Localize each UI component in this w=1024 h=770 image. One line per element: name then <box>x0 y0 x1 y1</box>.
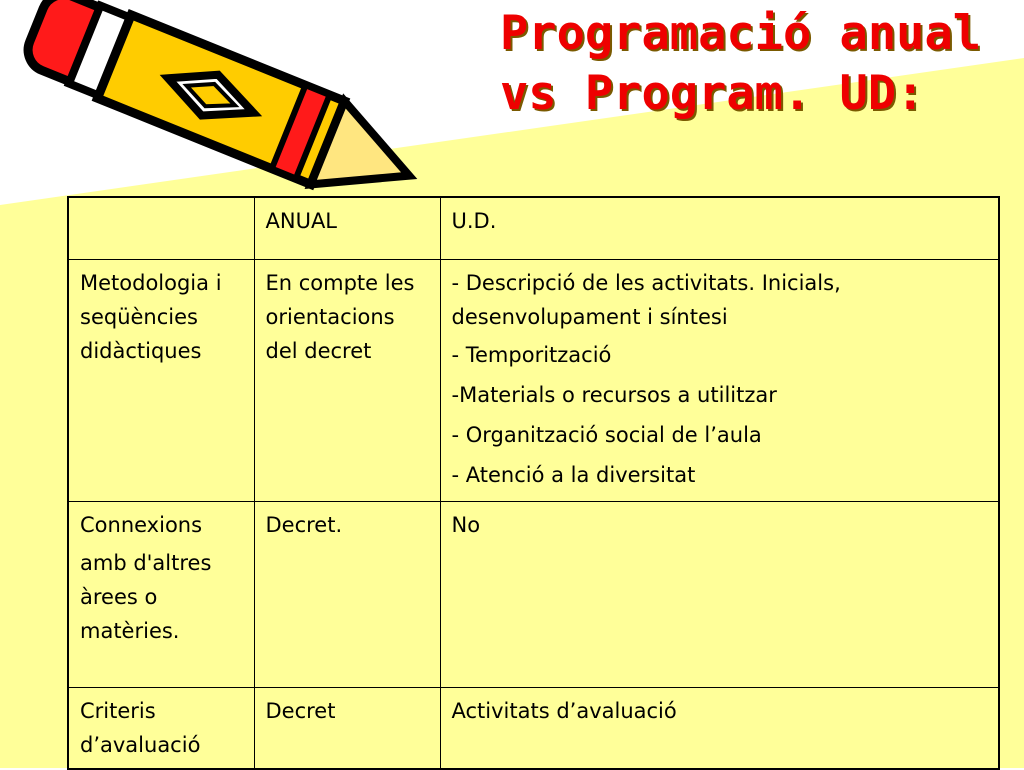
ud-item: - Atenció a la diversitat <box>451 462 696 487</box>
ud-item: - Organització social de l’aula <box>451 422 762 447</box>
row-label-connexions: Connexions amb d'altres àrees o matèries. <box>68 501 254 687</box>
row-anual-metodologia: En compte les orientacions del decret <box>254 259 440 501</box>
table-row <box>68 501 999 687</box>
table-header-row <box>68 197 999 259</box>
ud-item: - Descripció de les activitats. Inicials, desenvolupament i síntesi <box>451 270 841 329</box>
header-cell-anual: ANUAL <box>254 197 440 259</box>
ud-item: - Temporització <box>451 342 612 367</box>
row-ud-connexions: No <box>440 501 999 687</box>
page-title <box>488 4 998 124</box>
header-cell-empty <box>68 197 254 259</box>
title-line-1: Programació anual <box>500 6 982 61</box>
row-anual-connexions: Decret. <box>254 501 440 687</box>
row-label-criteris: Criteris d’avaluació <box>68 687 254 769</box>
comparison-table <box>67 196 1000 770</box>
table-row <box>68 687 999 769</box>
row-anual-criteris: Decret <box>254 687 440 769</box>
title-line-2: vs Program. UD: <box>500 66 925 121</box>
row-ud-criteris: Activitats d’avaluació <box>440 687 999 769</box>
ud-item: -Materials o recursos a utilitzar <box>451 382 777 407</box>
row-label-metodologia: Metodologia i seqüències didàctiques <box>68 259 254 501</box>
table-row <box>68 259 999 501</box>
header-cell-ud: U.D. <box>440 197 999 259</box>
row-ud-metodologia <box>440 259 999 501</box>
